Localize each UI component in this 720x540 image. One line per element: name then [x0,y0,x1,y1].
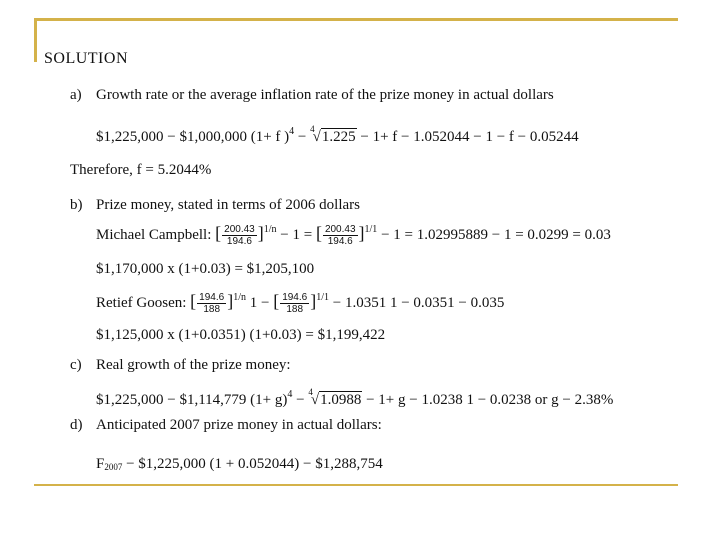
campbell-equation [96,224,611,247]
part-a-root-value: 1.225 [321,129,356,145]
fraction-denominator: 188 [286,304,304,316]
bracket: ] [227,291,234,311]
bracket: [ [190,291,197,311]
frame-top-border [34,18,678,21]
bracket: ] [310,291,317,311]
part-c-eq-text1: $1,225,000 − $1,114,779 (1+ g) [96,392,288,408]
part-d-f-symbol: F [96,456,105,472]
bracket: [ [215,223,222,243]
part-a-eq-text1: $1,225,000 − $1,000,000 (1+ f ) [96,129,290,145]
fraction-denominator: 194.6 [226,236,252,248]
bracket: ] [358,223,365,243]
bracket: [ [273,291,280,311]
part-b-title: Prize money, stated in terms of 2006 dollars [96,197,360,213]
goosen-calculation: $1,125,000 x (1+0.0351) (1+0.03) = $1,199,422 [96,327,386,343]
part-a-eq-exponent: 4 [289,126,295,137]
goosen-fraction-2 [280,292,309,315]
bracket: [ [315,223,322,243]
part-c-title: Real growth of the prize money: [96,357,291,373]
fraction-numerator: 200.43 [224,224,255,236]
fraction-numerator: 194.6 [282,292,308,304]
fraction-numerator: 194.6 [199,292,225,304]
fraction-denominator: 194.6 [327,236,353,248]
campbell-calculation: $1,170,000 x (1+0.03) = $1,205,100 [96,261,315,277]
goosen-label: Retief Goosen: [96,295,187,311]
part-a-root: $^4$√1.225 [310,124,356,145]
campbell-fraction-2 [323,224,358,247]
goosen-equation [96,292,504,315]
part-a-equation [96,125,579,145]
part-c-label: c) [70,357,82,373]
part-a-eq-text2: − [294,129,311,145]
bracket: ] [257,223,264,243]
part-a-therefore: Therefore, f = 5.2044% [70,162,212,178]
part-a-root-index: 4 [310,124,315,134]
part-d-title-line [70,418,382,433]
goosen-exponent-1: 1/n [233,292,246,303]
part-b-label: b) [70,197,83,213]
goosen-mid: 1 − [245,295,274,311]
campbell-label: Michael Campbell: [96,227,212,243]
part-c-title-line [70,358,291,373]
solution-heading: SOLUTION [44,50,128,66]
campbell-fraction-1 [222,224,257,247]
part-d-f-subscript: 2007 [104,462,123,472]
part-d-eq-rest: − $1,225,000 (1 + 0.052044) − $1,288,754 [122,456,383,472]
fraction-numerator: 200.43 [324,224,356,236]
part-c-equation [96,388,613,408]
part-d-label: d) [70,417,83,433]
goosen-rest: − 1.0351 1 − 0.0351 − 0.035 [329,295,505,311]
goosen-fraction-1 [197,292,226,315]
part-c-root-index: 4 [308,387,313,397]
part-c-root: $^4$√1.0988 [308,387,362,408]
part-a-title: Growth rate or the average inflation rate of the prize money in actual dollars [96,87,554,103]
part-d-title: Anticipated 2007 prize money in actual dollars: [96,417,382,433]
part-c-eq-text3: − 1+ g − 1.0238 1 − 0.0238 or g − 2.38% [362,392,614,408]
part-d-equation [96,457,383,472]
part-b-title-line [70,198,360,213]
frame-left-border [34,18,37,62]
part-c-eq-text2: − [292,392,309,408]
part-a-title-line [70,88,554,103]
goosen-exponent-2: 1/1 [316,292,329,303]
part-c-root-value: 1.0988 [320,392,362,408]
campbell-mid: − 1 = [276,227,316,243]
frame-bottom-border [34,484,678,486]
part-a-label: a) [70,87,82,103]
fraction-denominator: 188 [203,304,221,316]
campbell-exponent-2: 1/1 [364,224,378,235]
part-a-eq-text3: − 1+ f − 1.052044 − 1 − f − 0.05244 [356,129,579,145]
part-c-eq-exponent: 4 [287,389,293,400]
campbell-exponent-1: 1/n [263,224,277,235]
campbell-rest: − 1 = 1.02995889 − 1 = 0.0299 = 0.03 [377,227,611,243]
